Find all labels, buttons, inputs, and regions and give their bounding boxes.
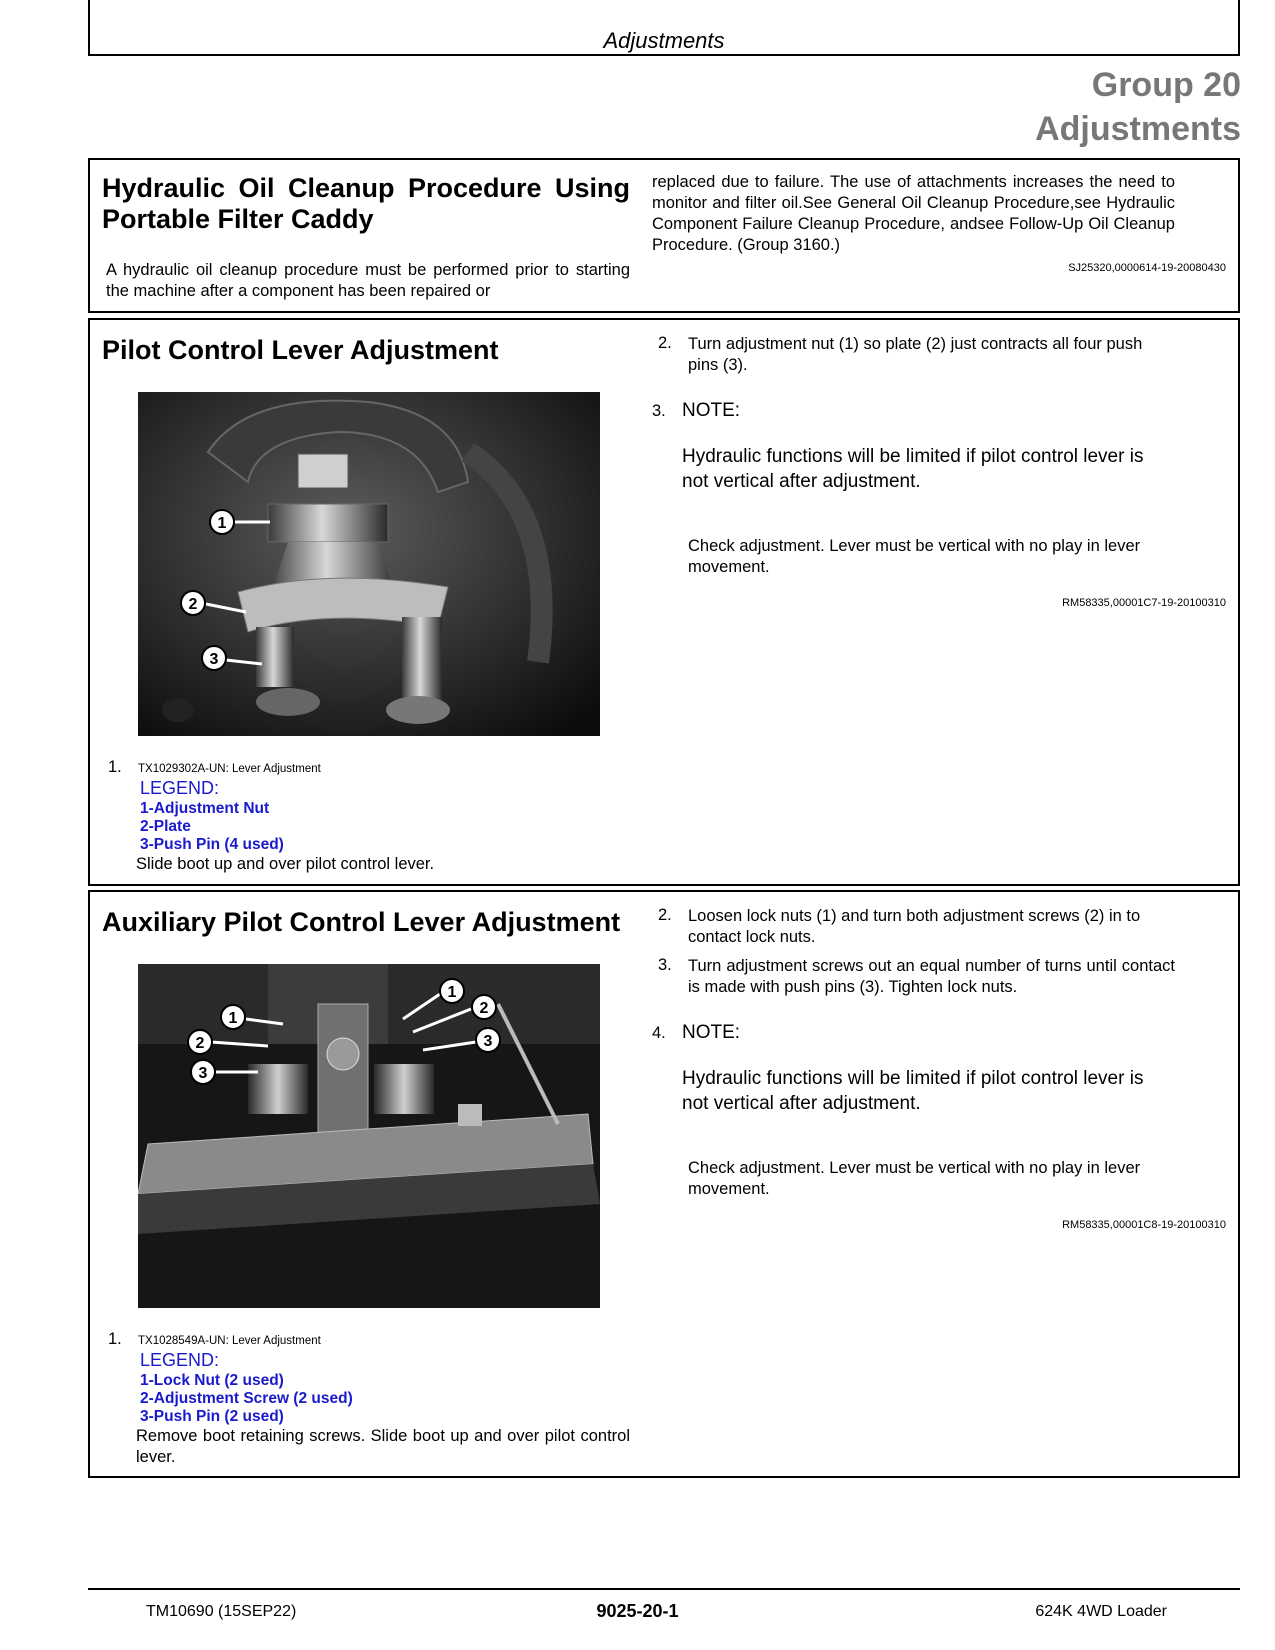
callout-1: 1 <box>217 515 227 532</box>
aux-lever-adjustment-photo <box>138 964 600 1308</box>
section-title: Pilot Control Lever Adjustment <box>102 335 499 365</box>
note-label: NOTE: <box>682 400 741 421</box>
group-title: Adjustments <box>1035 110 1241 148</box>
figure-caption: TX1028549A-UN: Lever Adjustment <box>138 1335 321 1347</box>
callout-1: 1 <box>228 1010 238 1027</box>
reference-code: RM58335,00001C7-19-20100310 <box>1062 597 1226 609</box>
reference-code: RM58335,00001C8-19-20100310 <box>1062 1219 1226 1231</box>
callout-3: 3 <box>483 1033 493 1050</box>
step-number: 2. <box>658 906 672 924</box>
legend-item: 3-Push Pin (4 used) <box>140 836 284 853</box>
legend-item: 1-Lock Nut (2 used) <box>140 1372 284 1389</box>
header-box <box>88 0 1240 56</box>
step-number: 1. <box>108 758 122 776</box>
step-text: Turn adjustment screws out an equal number of turns until contact is made with push pins (3). Tighten lock nuts. <box>688 957 1175 996</box>
callout-3: 3 <box>209 651 219 668</box>
footer-rule <box>88 1588 1240 1590</box>
callout-2: 2 <box>479 1000 489 1017</box>
callout-2: 2 <box>195 1035 205 1052</box>
step-text: Turn adjustment nut (1) so plate (2) just contracts all four push pins (3). <box>688 335 1143 374</box>
step-number: 3. <box>652 402 666 420</box>
page-number: 9025-20-1 <box>596 1601 679 1621</box>
step-text: Loosen lock nuts (1) and turn both adjustment screws (2) in to contact lock nuts. <box>688 907 1141 946</box>
legend-item: 3-Push Pin (2 used) <box>140 1408 284 1425</box>
lever-photo-illustration <box>138 392 600 736</box>
legend-item: 2-Adjustment Screw (2 used) <box>140 1390 353 1407</box>
section-text-left: A hydraulic oil cleanup procedure must be performed prior to starting the machine after a component has been repaired or <box>106 261 630 300</box>
footer-manual-id: TM10690 (15SEP22) <box>146 1603 297 1620</box>
step-number: 4. <box>652 1024 666 1042</box>
note-text: Hydraulic functions will be limited if pilot control lever is not vertical after adjustment. <box>682 446 1144 492</box>
legend-heading: LEGEND: <box>140 1350 220 1370</box>
step-number: 3. <box>658 956 672 974</box>
aux-lever-photo-illustration <box>138 964 600 1308</box>
section-oil-cleanup <box>88 158 1240 313</box>
check-text: Check adjustment. Lever must be vertical with no play in lever movement. <box>688 537 1141 576</box>
step-number: 1. <box>108 1330 122 1348</box>
callout-3: 3 <box>198 1065 208 1082</box>
group-number: Group 20 <box>1091 66 1241 104</box>
header-title: Adjustments <box>603 28 725 53</box>
section-aux-pilot-lever <box>88 890 1240 1478</box>
check-text: Check adjustment. Lever must be vertical with no play in lever movement. <box>688 1159 1141 1198</box>
section-title-line1: Hydraulic Oil Cleanup Procedure Using <box>102 173 630 203</box>
figure-caption: TX1029302A-UN: Lever Adjustment <box>138 763 321 775</box>
legend-item: 2-Plate <box>140 818 191 835</box>
reference-code: SJ25320,0000614-19-20080430 <box>1068 262 1226 274</box>
note-label: NOTE: <box>682 1022 741 1043</box>
step-text: Remove boot retaining screws. Slide boot up and over pilot control lever. <box>136 1427 630 1466</box>
section-text-right: replaced due to failure. The use of attachments increases the need to monitor and filter oil.See General Oil Cleanup Procedure,see Hydraulic Component Failure Cleanup Procedure, andsee Follow-Up Oil Cleanup Procedure. (Group 3160.) <box>652 173 1175 254</box>
section-pilot-lever <box>88 318 1240 886</box>
legend-heading: LEGEND: <box>140 778 220 798</box>
legend-item: 1-Adjustment Nut <box>140 800 270 817</box>
footer-model: 624K 4WD Loader <box>1035 1603 1167 1620</box>
lever-adjustment-photo <box>138 392 600 736</box>
section-title-line2: Portable Filter Caddy <box>102 204 374 234</box>
callout-2: 2 <box>188 596 198 613</box>
section-title: Auxiliary Pilot Control Lever Adjustment <box>102 907 621 937</box>
step-number: 2. <box>658 334 672 352</box>
note-text: Hydraulic functions will be limited if pilot control lever is not vertical after adjustment. <box>682 1068 1144 1114</box>
callout-1: 1 <box>447 984 457 1001</box>
step-text: Slide boot up and over pilot control lever. <box>136 855 435 873</box>
